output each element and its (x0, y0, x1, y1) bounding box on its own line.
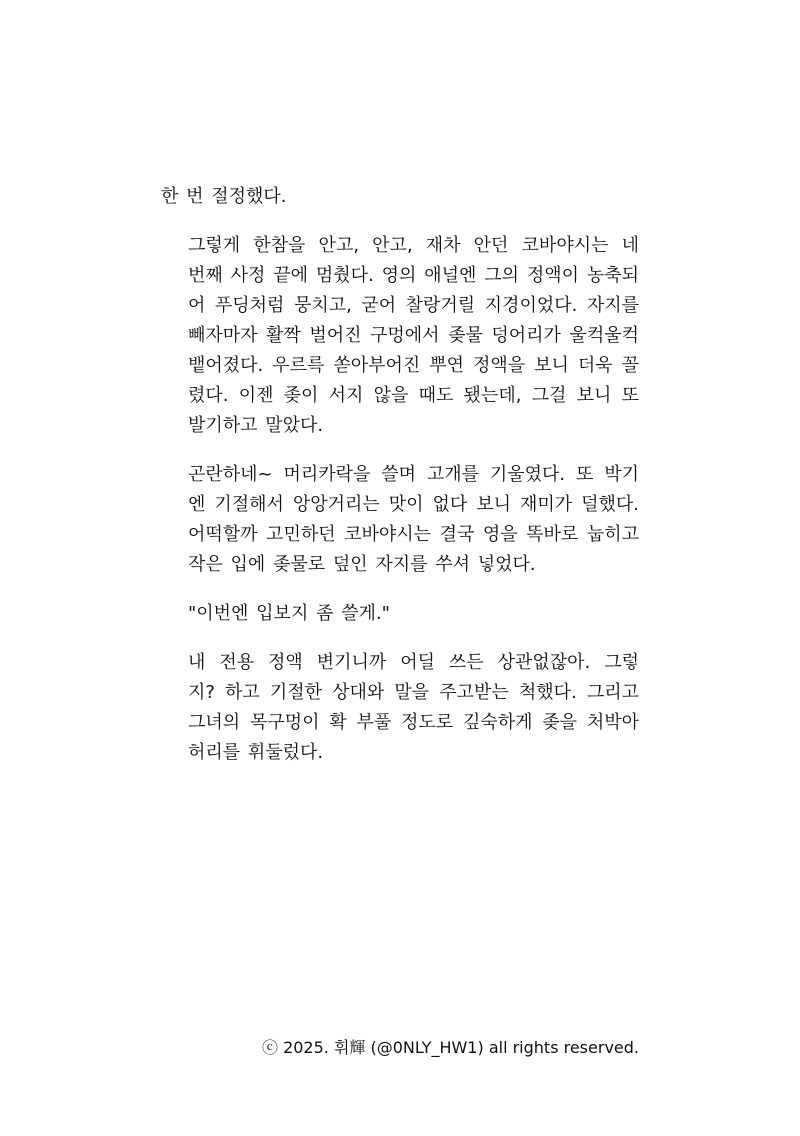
text-line: 그녀의 목구멍이 확 부풀 정도로 깊숙하게 좆을 처박아 (188, 712, 639, 733)
paragraph (161, 182, 639, 212)
text-line: 발기하고 말았다. (188, 415, 324, 436)
text-line: 번째 사정 끝에 멈췄다. 영의 애널엔 그의 정액이 농축되 (188, 265, 639, 286)
text-line: "이번엔 입보지 좀 쓸게." (188, 603, 390, 624)
paragraph (161, 231, 639, 441)
copyright-footer: ⓒ 2025. 휘輝 (@0NLY_HW1) all rights reserved. (261, 1038, 639, 1057)
text-line: 곤란하네~ 머리카락을 쓸며 고개를 기울였다. 또 박기 (188, 464, 639, 485)
text-line: 어 푸딩처럼 뭉치고, 굳어 찰랑거릴 지경이었다. 자지를 (188, 295, 639, 316)
text-line: 엔 기절해서 앙앙거리는 맛이 없다 보니 재미가 덜했다. (188, 494, 639, 515)
text-line: 렸다. 이젠 좆이 서지 않을 때도 됐는데, 그걸 보니 또 (188, 385, 639, 406)
text-line: 작은 입에 좆물로 덮인 자지를 쑤셔 넣었다. (188, 554, 536, 575)
text-line: 어떡할까 고민하던 코바야시는 결국 영을 똑바로 눕히고 (188, 524, 639, 545)
paragraph (161, 460, 639, 580)
text-line: 빼자마자 활짝 벌어진 구멍에서 좆물 덩어리가 울컥울컥 (188, 325, 639, 346)
paragraph (161, 648, 639, 768)
body-text (161, 182, 639, 787)
text-line: 뱉어졌다. 우르륵 쏟아부어진 뿌연 정액을 보니 더욱 꼴 (188, 355, 639, 376)
text-line: 허리를 휘둘렀다. (188, 742, 324, 763)
text-line: 내 전용 정액 변기니까 어딜 쓰든 상관없잖아. 그렇 (188, 652, 639, 673)
text-line: 한 번 절정했다. (161, 186, 287, 207)
text-line: 그렇게 한참을 안고, 안고, 재차 안던 코바야시는 네 (188, 235, 639, 256)
paragraph (161, 599, 639, 629)
text-line: 지? 하고 기절한 상대와 말을 주고받는 척했다. 그리고 (188, 682, 639, 703)
